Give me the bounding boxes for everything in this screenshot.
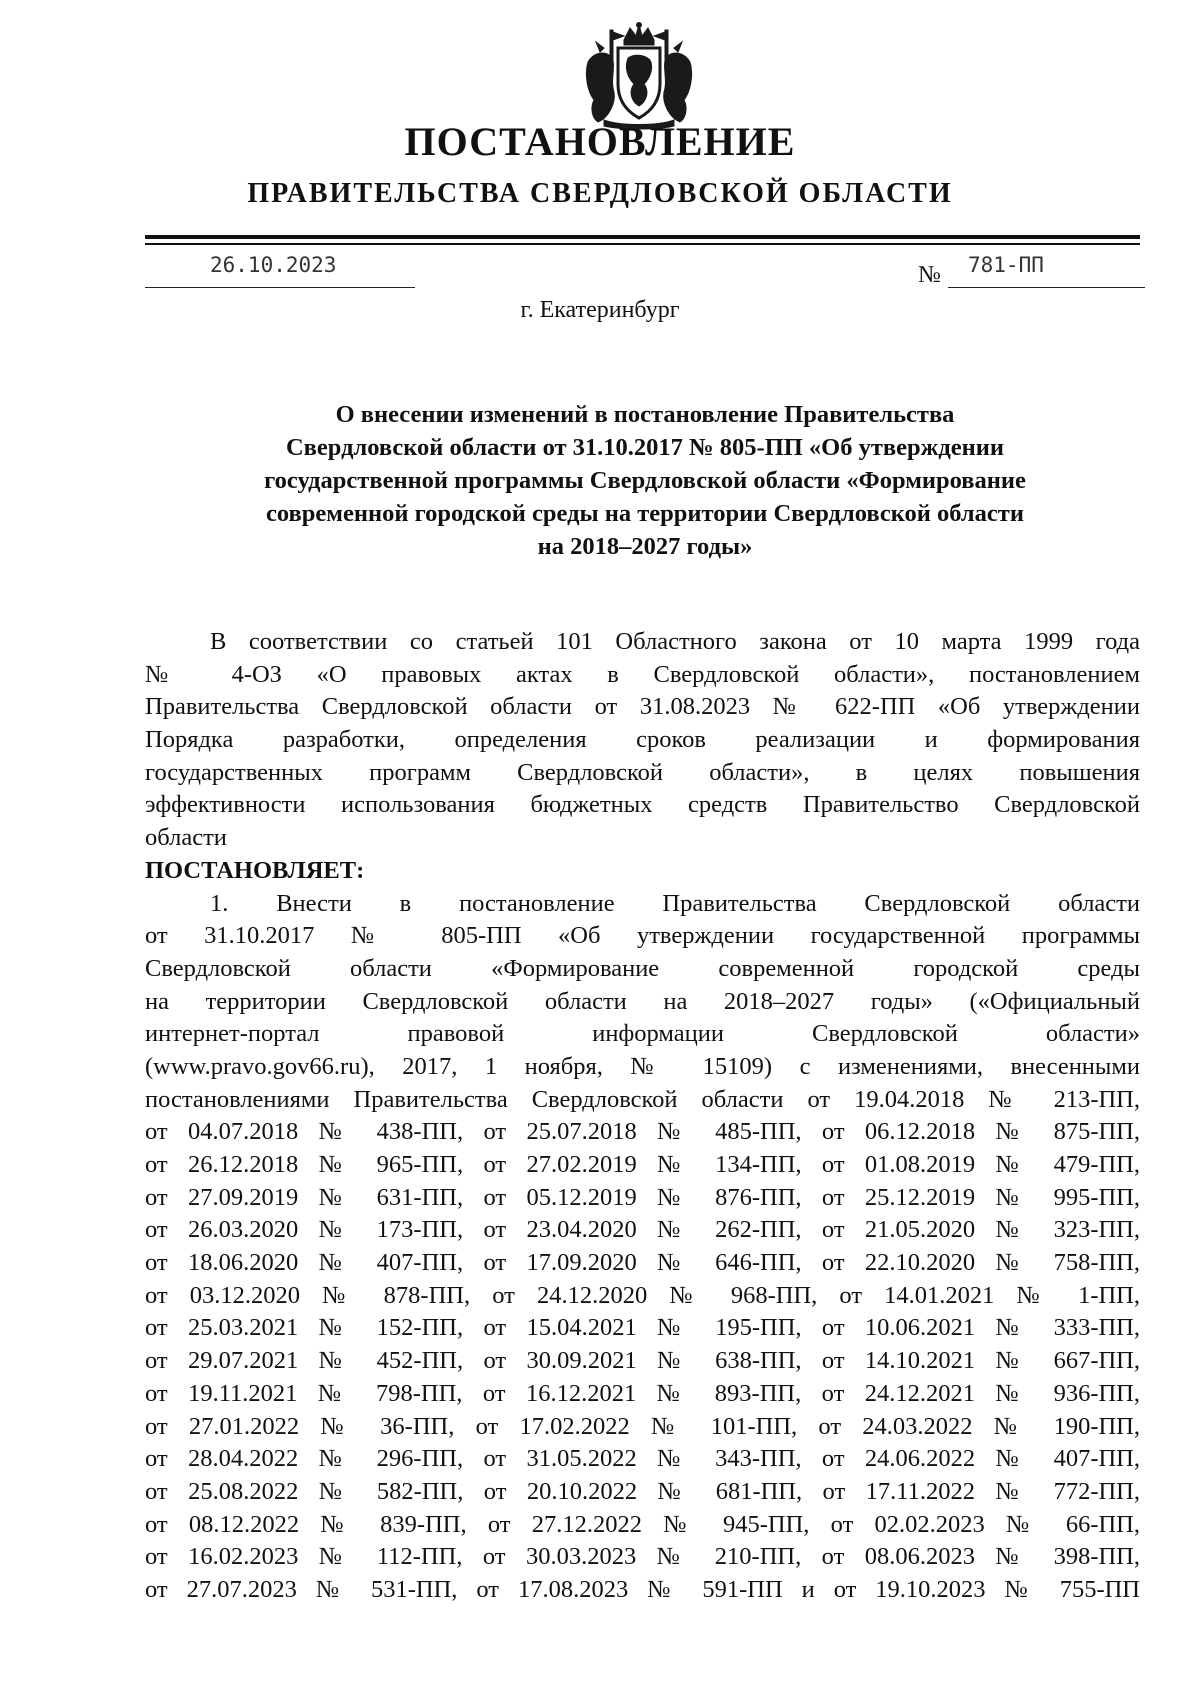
document-body xyxy=(145,626,1140,1607)
body-line: государственных программ Свердловской области», в целях повышения xyxy=(145,758,1140,786)
document-heading xyxy=(150,398,1140,563)
body-line: от 19.11.2021 № 798-ПП, от 16.12.2021 № 893-ПП, от 24.12.2021 № 936-ПП, xyxy=(145,1379,1140,1407)
body-line: области xyxy=(145,824,227,852)
body-line: В соответствии со статьей 101 Областного закона от 10 марта 1999 года xyxy=(210,628,1140,655)
body-line: от 27.09.2019 № 631-ПП, от 05.12.2019 № 876-ПП, от 25.12.2019 № 995-ПП, xyxy=(145,1183,1140,1211)
body-line: 1. Внести в постановление Правительства Свердловской области xyxy=(210,889,1140,917)
coat-of-arms-icon xyxy=(580,22,698,130)
body-line: от 27.01.2022 № 36-ПП, от 17.02.2022 № 101-ПП, от 24.03.2022 № 190-ПП, xyxy=(145,1412,1140,1440)
decree-word: ПОСТАНОВЛЯЕТ: xyxy=(145,856,365,884)
body-line: постановлениями Правительства Свердловской области от 19.04.2018 № 213-ПП, xyxy=(145,1085,1140,1113)
body-line: от 18.06.2020 № 407-ПП, от 17.09.2020 № 646-ПП, от 22.10.2020 № 758-ПП, xyxy=(145,1249,1140,1277)
heading-line: современной городской среды на территории Свердловской области xyxy=(266,500,1024,527)
heading-line: О внесении изменений в постановление Правительства xyxy=(335,401,955,428)
header-rule-thin xyxy=(145,243,1140,245)
body-line: от 04.07.2018 № 438-ПП, от 25.07.2018 № 485-ПП, от 06.12.2018 № 875-ПП, xyxy=(145,1118,1140,1146)
number-sign: № xyxy=(918,262,941,288)
body-line: Порядка разработки, определения сроков реализации и формирования xyxy=(145,726,1140,754)
body-line: № 4-ОЗ «О правовых актах в Свердловской области», постановлением xyxy=(145,660,1140,688)
document-title: ПОСТАНОВЛЕНИЕ xyxy=(404,119,796,164)
document-subtitle: ПРАВИТЕЛЬСТВА СВЕРДЛОВСКОЙ ОБЛАСТИ xyxy=(247,178,953,209)
body-line: от 29.07.2021 № 452-ПП, от 30.09.2021 № 638-ПП, от 14.10.2021 № 667-ПП, xyxy=(145,1347,1140,1375)
header-rule-thick xyxy=(145,235,1140,239)
number-underline xyxy=(948,287,1145,288)
body-line: (www.pravo.gov66.ru), 2017, 1 ноября, № 15109) с изменениями, внесенными xyxy=(145,1052,1140,1080)
heading-line: государственной программы Свердловской области «Формирование xyxy=(264,467,1026,494)
body-line: от 25.03.2021 № 152-ПП, от 15.04.2021 № 195-ПП, от 10.06.2021 № 333-ПП, xyxy=(145,1314,1140,1342)
body-line: интернет-портал правовой информации Свердловской области» xyxy=(145,1020,1140,1048)
document-number: 781-ПП xyxy=(968,253,1044,277)
body-line: Правительства Свердловской области от 31.08.2023 № 622-ПП «Об утверждении xyxy=(145,693,1140,721)
heading-line: на 2018–2027 годы» xyxy=(537,533,753,560)
body-line: Свердловской области «Формирование современной городской среды xyxy=(145,954,1140,982)
body-line: от 27.07.2023 № 531-ПП, от 17.08.2023 № 591-ПП и от 19.10.2023 № 755-ПП xyxy=(145,1575,1140,1603)
body-line: от 31.10.2017 № 805-ПП «Об утверждении государственной программы xyxy=(145,922,1140,950)
body-line: от 08.12.2022 № 839-ПП, от 27.12.2022 № 945-ПП, от 02.02.2023 № 66-ПП, xyxy=(145,1510,1140,1538)
body-line: на территории Свердловской области на 2018–2027 годы» («Официальный xyxy=(145,987,1140,1015)
body-line: от 26.03.2020 № 173-ПП, от 23.04.2020 № 262-ПП, от 21.05.2020 № 323-ПП, xyxy=(145,1216,1140,1244)
body-line: от 25.08.2022 № 582-ПП, от 20.10.2022 № 681-ПП, от 17.11.2022 № 772-ПП, xyxy=(145,1477,1140,1505)
body-line: эффективности использования бюджетных средств Правительство Свердловской xyxy=(145,791,1140,819)
document-city: г. Екатеринбург xyxy=(520,297,680,323)
date-underline xyxy=(145,287,415,288)
body-line: от 16.02.2023 № 112-ПП, от 30.03.2023 № 210-ПП, от 08.06.2023 № 398-ПП, xyxy=(145,1543,1140,1571)
heading-line: Свердловской области от 31.10.2017 № 805-ПП «Об утверждении xyxy=(285,434,1005,461)
body-line: от 28.04.2022 № 296-ПП, от 31.05.2022 № 343-ПП, от 24.06.2022 № 407-ПП, xyxy=(145,1445,1140,1473)
body-line: от 26.12.2018 № 965-ПП, от 27.02.2019 № 134-ПП, от 01.08.2019 № 479-ПП, xyxy=(145,1151,1140,1178)
body-line: от 03.12.2020 № 878-ПП, от 24.12.2020 № 968-ПП, от 14.01.2021 № 1-ПП, xyxy=(145,1281,1140,1309)
document-date: 26.10.2023 xyxy=(210,253,337,277)
